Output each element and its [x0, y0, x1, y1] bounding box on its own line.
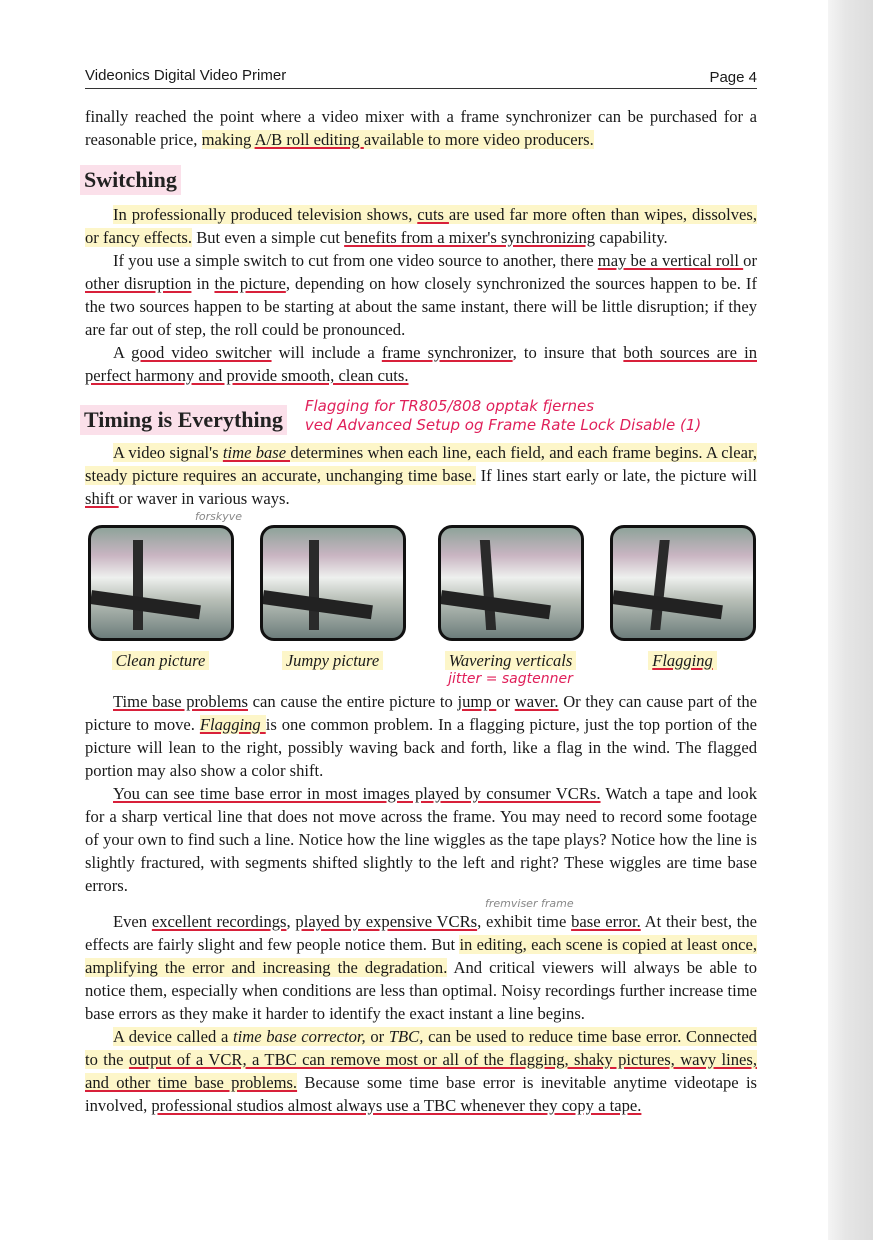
text-run: can cause the entire picture to: [248, 692, 458, 711]
underlined-text: Time base problems: [113, 692, 248, 711]
underlined-text: You can see time base error in most images played by consumer VCRs.: [113, 784, 601, 803]
underlined-text: professional studios almost always use a TBC whenever they copy a tape.: [151, 1096, 642, 1115]
section-heading-timing: Timing is Everything: [80, 405, 287, 435]
handwritten-annotation: [305, 397, 701, 435]
figure-wavering: [438, 525, 583, 688]
highlighted-text: are used far more often than wipes, dissolves, or fancy effects.: [85, 205, 757, 247]
underlined-text: base error.: [571, 912, 641, 931]
tv-image-bridge: [88, 525, 234, 641]
highlighted-text: A/B roll editing: [254, 130, 364, 149]
text-run: , depending on how closely synchronized the sources happen to be. If the two sources happen to be starting at about the same instant, there will be little disruption; if they are far out of step, the roll could be pronounced.: [85, 274, 757, 339]
text-run: or: [496, 692, 515, 711]
text-run: If you use a simple switch to cut from one video source to another, there: [113, 251, 598, 270]
highlighted-text: or: [365, 1027, 389, 1046]
text-run: A: [113, 343, 132, 362]
tv-image-bridge: [610, 525, 756, 641]
text-run: or waver in various ways.: [118, 489, 290, 508]
underlined-text: waver.: [514, 692, 559, 711]
figure-caption: Wavering verticals: [445, 651, 577, 670]
text-run: Because some time base error is inevitable anytime videotape is involved,: [85, 1073, 758, 1115]
handwritten-note-jitter: jitter = sagtenner: [448, 671, 573, 687]
text-run: capability.: [595, 228, 668, 247]
highlighted-text: In professionally produced television shows,: [113, 205, 418, 224]
highlighted-text: determines when each line, each field, and each frame begins. A clear, steady picture requires an accurate, unchanging time base.: [85, 443, 757, 485]
underlined-text: jump: [457, 692, 497, 711]
figure-caption: Jumpy picture: [282, 651, 383, 670]
handwritten-note-shift: forskyve: [195, 510, 243, 523]
text-run: is one common problem. In a flagging picture, just the top portion of the picture will lean to the right, possibly waving back and forth, like a flag in the wind. The flagged portion may also show a color shift.: [85, 715, 757, 780]
text-run: Watch a tape and look for a sharp vertical line that does not move across the frame. You may need to record some footage of your own to find such a line. Notice how the line wiggles as the tape plays? Notice how the line is slightly fractured, with segments shifted slightly to the left and right? These wiggles are time base errors.: [85, 784, 758, 895]
handwritten-annotation-line2: ved Advanced Setup og Frame Rate Lock Disable (1): [304, 416, 702, 434]
text-run: And critical viewers will always be able to notice them, especially when conditions are less than optimal. Noisy recordings further increase time base errors as they make it harder to identify the exact instant a line begins.: [85, 958, 757, 1023]
paragraph: [85, 910, 757, 1025]
figure-caption: Flagging: [648, 651, 717, 670]
underlined-text: excellent recordings: [151, 912, 287, 931]
highlighted-text: cuts: [417, 205, 449, 224]
text-run: At their best, the effects are fairly slight and few people notice them. But: [85, 912, 757, 954]
highlighted-text: A video signal's: [113, 443, 223, 462]
paragraph: [85, 441, 757, 510]
shift-note-row: [85, 510, 757, 523]
figure-row: [88, 525, 757, 690]
switching-section: [85, 203, 757, 387]
intro-paragraph: [85, 105, 757, 151]
paragraph: [85, 203, 757, 249]
text-run: ,: [286, 912, 296, 931]
paragraph: [85, 782, 757, 897]
highlighted-text: A device called a: [113, 1027, 233, 1046]
text-run: If lines start early or late, the picture will: [475, 466, 757, 485]
underlined-text: shift: [85, 489, 119, 508]
text-run: Or they can cause part of the picture to move.: [85, 692, 757, 734]
figure-flagging: [610, 525, 755, 671]
timing-section: [85, 441, 757, 510]
highlighted-text: time base: [222, 443, 291, 462]
text-run: , to insure that: [512, 343, 624, 362]
handwritten-note-frame: fremviser frame: [485, 897, 574, 910]
highlighted-text: Flagging: [199, 715, 266, 734]
figure-caption: Clean picture: [112, 651, 210, 670]
scan-edge: [828, 0, 873, 1240]
highlighted-text: in editing, each scene is copied at least once, amplifying the error and increasing the degradation.: [85, 935, 757, 977]
timing-heading-row: [80, 397, 757, 435]
highlighted-text: output of a VCR, a TBC can remove most or all of the flagging, shaky pictures, wavy lines, and other time base problems.: [85, 1050, 757, 1092]
section-heading-switching: Switching: [80, 165, 181, 195]
highlighted-text: time base corrector,: [232, 1027, 366, 1046]
underlined-text: good video switcher: [131, 343, 272, 362]
underlined-text: frame synchronizer: [381, 343, 513, 362]
underlined-text: may be a vertical roll: [597, 251, 744, 270]
highlighted-text: can be used to reduce time base error. Connected to the: [85, 1027, 757, 1069]
page-header: [85, 64, 757, 89]
underlined-text: played by expensive VCRs: [295, 912, 478, 931]
paragraph: [85, 690, 757, 782]
text-run: or: [743, 251, 757, 270]
paragraph: [85, 105, 757, 151]
frame-note-row: [85, 897, 757, 910]
text-run: Even: [113, 912, 152, 931]
tv-image-bridge: [438, 525, 584, 641]
page-body: [85, 105, 757, 1117]
text-run: in: [191, 274, 215, 293]
page-number: Page 4: [709, 69, 757, 86]
text-run: , exhibit time: [477, 912, 572, 931]
figure-clean: [88, 525, 233, 671]
text-run: finally reached the point where a video mixer with a frame synchronizer can be purchased for a reasonable price,: [85, 107, 757, 149]
underlined-text: the picture: [214, 274, 286, 293]
highlighted-text: making: [201, 130, 255, 149]
underlined-text: other disruption: [85, 274, 192, 293]
paragraph: [85, 341, 757, 387]
figure-jumpy: [260, 525, 405, 671]
body-section: [85, 690, 757, 1117]
text-run: But even a simple cut: [192, 228, 345, 247]
document-title: Videonics Digital Video Primer: [85, 67, 287, 84]
tv-image-bridge: [260, 525, 406, 641]
paragraph: [85, 1025, 757, 1117]
highlighted-text: available to more video producers.: [363, 130, 594, 149]
text-run: will include a: [271, 343, 382, 362]
highlighted-text: TBC,: [388, 1027, 424, 1046]
switching-heading-row: [80, 165, 757, 195]
underlined-text: benefits from a mixer's synchronizing: [344, 228, 596, 247]
handwritten-annotation-line1: Flagging for TR805/808 opptak fjernes: [304, 397, 595, 415]
paragraph: [85, 249, 757, 341]
underlined-text: both sources are in perfect harmony and provide smooth, clean cuts.: [85, 343, 757, 385]
